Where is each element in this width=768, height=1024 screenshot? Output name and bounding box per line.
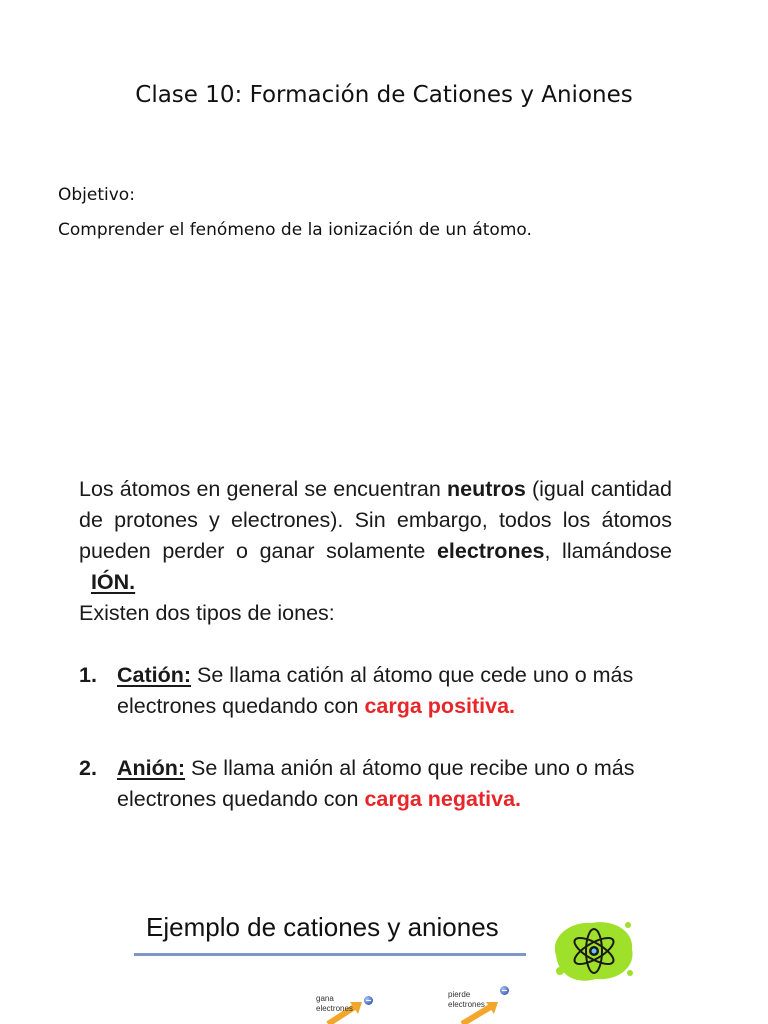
intro-paragraph: [79, 474, 672, 598]
cation-definition: Se llama catión al átomo que cede uno o más electrones quedando con: [117, 663, 634, 718]
ion-types-list: [79, 660, 672, 815]
ion-types-line: Existen dos tipos de iones:: [79, 601, 335, 625]
cation-term: Catión:: [117, 663, 192, 687]
content-block: [79, 474, 672, 846]
atom-icon: [548, 915, 638, 985]
anion-definition: Se llama anión al átomo que recibe uno o más electrones quedando con: [117, 756, 635, 811]
example-heading-rule: [134, 953, 526, 956]
electrones-term: electrones: [436, 539, 545, 563]
intro-text-3: , llamándose: [544, 539, 673, 563]
list-item: [79, 753, 672, 815]
anion-term: Anión:: [117, 756, 186, 780]
objective-label: Objetivo:: [58, 185, 135, 205]
list-item: [79, 660, 672, 722]
electron-icon: [500, 986, 509, 995]
negative-charge-label: carga negativa.: [364, 787, 521, 811]
list-item-body: [117, 660, 672, 722]
list-item-body: [117, 753, 672, 815]
intro-text-1: Los átomos en general se encuentran: [79, 477, 447, 501]
gain-electrons-label: gana electrones: [316, 994, 353, 1013]
neutros-term: neutros: [446, 477, 526, 501]
page-title: Clase 10: Formación de Cationes y Aniones: [135, 82, 633, 108]
example-heading: Ejemplo de cationes y aniones: [146, 912, 499, 942]
intro-text-2: (igual cantidad de protones y electrones). Sin embargo, todos los átomos pueden perder o ganar solamente: [79, 477, 672, 563]
list-number: 1.: [79, 663, 97, 687]
list-number: 2.: [79, 756, 97, 780]
lose-electrons-label: pierde electrones: [448, 990, 485, 1009]
electron-icon: [364, 996, 373, 1005]
objective-text: Comprender el fenómeno de la ionización de un átomo.: [58, 220, 532, 240]
ion-term: IÓN.: [90, 570, 136, 594]
lose-electrons-figure: [440, 980, 520, 1024]
positive-charge-label: carga positiva.: [364, 694, 516, 718]
gain-electrons-figure: [310, 984, 390, 1024]
